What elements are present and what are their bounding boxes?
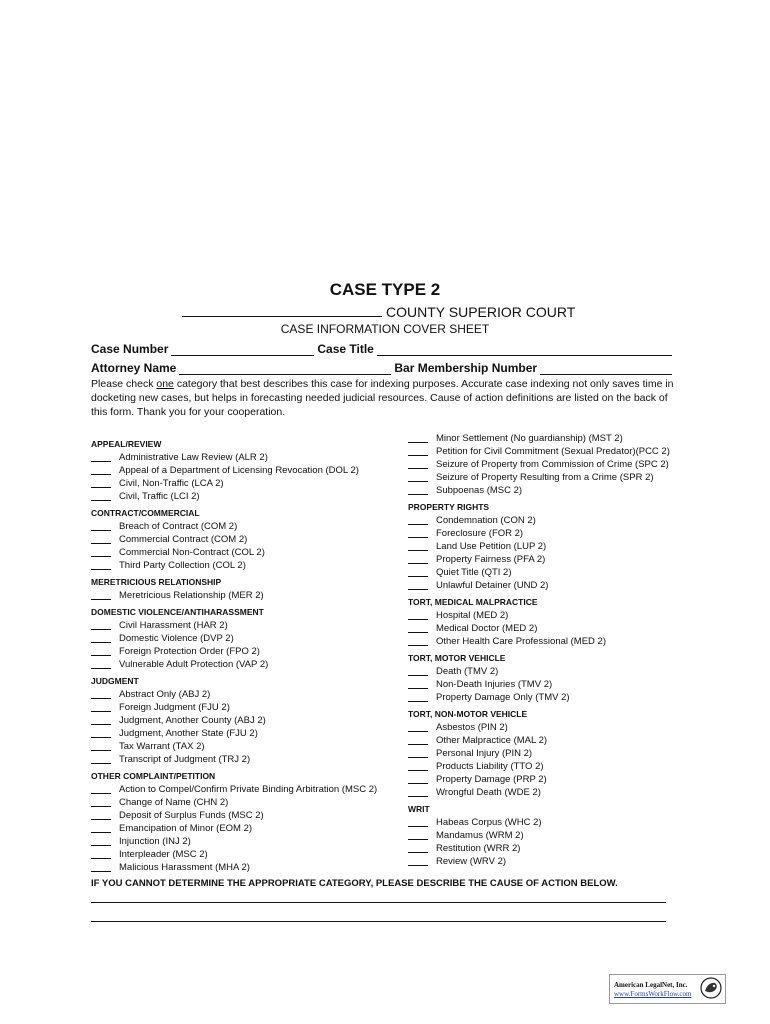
category-item[interactable]: Third Party Collection (COL 2) [91,559,411,572]
checkbox-line[interactable] [408,527,428,538]
checkbox-line[interactable] [408,635,428,646]
category-item[interactable]: Property Damage (PRP 2) [408,773,698,786]
checkbox-line[interactable] [91,464,111,475]
category-item[interactable]: Foreign Protection Order (FPO 2) [91,645,411,658]
category-item[interactable]: Administrative Law Review (ALR 2) [91,451,411,464]
attorney-name-label: Attorney Name [91,361,177,375]
category-item[interactable]: Injunction (INJ 2) [91,835,411,848]
case-number-label: Case Number [91,342,169,356]
checkbox-line[interactable] [91,688,111,699]
category-item[interactable]: Wrongful Death (WDE 2) [408,786,698,799]
checkbox-line[interactable] [91,861,111,872]
checkbox-line[interactable] [91,546,111,557]
category-item[interactable]: Breach of Contract (COM 2) [91,520,411,533]
case-number-row [91,342,675,356]
category-item[interactable]: Minor Settlement (No guardianship) (MST 2) [408,432,698,445]
category-item[interactable]: Commercial Non-Contract (COL 2) [91,546,411,559]
category-item[interactable]: Products Liability (TTO 2) [408,760,698,773]
bar-membership-label: Bar Membership Number [394,361,538,375]
county-label: COUNTY SUPERIOR COURT [386,304,576,320]
checkbox-line[interactable] [408,471,428,482]
category-item[interactable]: Action to Compel/Confirm Private Binding Arbitration (MSC 2) [91,783,411,796]
category-item[interactable]: Quiet Title (QTI 2) [408,566,698,579]
section-heading-property: PROPERTY RIGHTS [408,502,490,512]
checkbox-line[interactable] [91,740,111,751]
checkbox-line[interactable] [408,678,428,689]
category-item[interactable]: Property Damage Only (TMV 2) [408,691,698,704]
category-item[interactable]: Review (WRV 2) [408,855,698,868]
checkbox-line[interactable] [91,490,111,501]
category-item[interactable]: Abstract Only (ABJ 2) [91,688,411,701]
left-category-column [91,434,411,874]
category-item[interactable]: Deposit of Surplus Funds (MSC 2) [91,809,411,822]
section-heading-other: OTHER COMPLAINT/PETITION [91,771,216,781]
checkbox-line[interactable] [408,445,428,456]
section-heading-meretricious: MERETRICIOUS RELATIONSHIP [91,577,222,587]
category-item[interactable]: Unlawful Detainer (UND 2) [408,579,698,592]
checkbox-line[interactable] [91,835,111,846]
instructions-text-start: Please check [91,378,157,390]
category-item[interactable]: Petition for Civil Commitment (Sexual Predator)(PCC 2) [408,445,698,458]
footer-branding [609,974,726,1004]
checkbox-line[interactable] [91,632,111,643]
checkbox-line[interactable] [91,451,111,462]
category-item[interactable]: Interpleader (MSC 2) [91,848,411,861]
checkbox-line[interactable] [408,855,428,866]
checkbox-line[interactable] [91,796,111,807]
category-item[interactable]: Personal Injury (PIN 2) [408,747,698,760]
checkbox-line[interactable] [408,579,428,590]
section-heading-judgment: JUDGMENT [91,676,139,686]
checkbox-line[interactable] [408,773,428,784]
checkbox-line[interactable] [91,809,111,820]
category-item[interactable]: Civil, Non-Traffic (LCA 2) [91,477,411,490]
checkbox-line[interactable] [408,540,428,551]
category-item[interactable]: Appeal of a Department of Licensing Revocation (DOL 2) [91,464,411,477]
category-item[interactable]: Vulnerable Adult Protection (VAP 2) [91,658,411,671]
category-item[interactable]: Change of Name (CHN 2) [91,796,411,809]
checkbox-line[interactable] [91,822,111,833]
checkbox-line[interactable] [91,727,111,738]
company-logo-icon [700,977,722,999]
footer-company: American LegalNet, Inc. [614,981,688,989]
section-heading-nonmotor: TORT, NON-MOTOR VEHICLE [408,709,528,719]
section-heading-medical: TORT, MEDICAL MALPRACTICE [408,597,538,607]
checkbox-line[interactable] [408,432,428,443]
category-item[interactable]: Malicious Harassment (MHA 2) [91,861,411,874]
checkbox-line[interactable] [91,753,111,764]
checkbox-line[interactable] [408,842,428,853]
category-item[interactable]: Foreign Judgment (FJU 2) [91,701,411,714]
checkbox-line[interactable] [408,829,428,840]
checkbox-line[interactable] [91,714,111,725]
attorney-row [91,361,675,375]
section-heading-writ: WRIT [408,804,430,814]
right-category-column [408,432,698,868]
checkbox-line[interactable] [408,566,428,577]
county-name-field[interactable] [182,304,382,317]
footer-url-link[interactable]: www.FormsWorkFlow.com [614,990,692,998]
category-item[interactable]: Domestic Violence (DVP 2) [91,632,411,645]
checkbox-line[interactable] [91,783,111,794]
category-item[interactable]: Subpoenas (MSC 2) [408,484,698,497]
category-item[interactable]: Civil Harassment (HAR 2) [91,619,411,632]
category-item[interactable]: Emancipation of Minor (EOM 2) [91,822,411,835]
checkbox-line[interactable] [408,734,428,745]
instructions-text-end: category that best describes this case for indexing purposes. Accurate case indexing not only saves time in docketing new cases, but helps in forecasting needed judicial resources. Cause of action definitions are listed on the back of this form. Thank you for your cooperation. [91,378,674,418]
cause-of-action-note: IF YOU CANNOT DETERMINE THE APPROPRIATE CATEGORY, PLEASE DESCRIBE THE CAUSE OF ACTION BELOW. [91,878,618,889]
category-item[interactable]: Judgment, Another County (ABJ 2) [91,714,411,727]
checkbox-line[interactable] [408,553,428,564]
category-item[interactable]: Commercial Contract (COM 2) [91,533,411,546]
checkbox-line[interactable] [408,816,428,827]
checkbox-line[interactable] [408,484,428,495]
section-heading-contract: CONTRACT/COMMERCIAL [91,508,200,518]
checkbox-line[interactable] [91,701,111,712]
category-item[interactable]: Restitution (WRR 2) [408,842,698,855]
checkbox-line[interactable] [408,665,428,676]
category-item[interactable]: Hospital (MED 2) [408,609,698,622]
category-item[interactable]: Asbestos (PIN 2) [408,721,698,734]
category-item[interactable]: Meretricious Relationship (MER 2) [91,589,411,602]
category-item[interactable]: Other Health Care Professional (MED 2) [408,635,698,648]
category-item[interactable]: Judgment, Another State (FJU 2) [91,727,411,740]
category-item[interactable]: Non-Death Injuries (TMV 2) [408,678,698,691]
attorney-name-field[interactable] [179,362,391,375]
page-title: CASE TYPE 2 [329,280,441,299]
category-item[interactable]: Medical Doctor (MED 2) [408,622,698,635]
checkbox-line[interactable] [91,589,111,600]
checkbox-line[interactable] [91,619,111,630]
case-number-field[interactable] [171,343,314,356]
section-heading-domestic: DOMESTIC VIOLENCE/ANTIHARASSMENT [91,607,264,617]
county-line [182,304,575,320]
checkbox-line[interactable] [91,848,111,859]
checkbox-line[interactable] [408,691,428,702]
case-title-label: Case Title [317,342,374,356]
cause-description-line-1[interactable] [91,901,666,903]
checkbox-line[interactable] [91,533,111,544]
instructions-paragraph [91,377,681,419]
checkbox-line[interactable] [408,786,428,797]
bar-membership-field[interactable] [540,362,672,375]
case-title-field[interactable] [377,343,672,356]
checkbox-line[interactable] [408,514,428,525]
cause-description-line-2[interactable] [91,920,666,922]
section-heading-motor: TORT, MOTOR VEHICLE [408,653,506,663]
checkbox-line[interactable] [408,622,428,633]
category-item[interactable]: Foreclosure (FOR 2) [408,527,698,540]
category-item[interactable]: Seizure of Property Resulting from a Crime (SPR 2) [408,471,698,484]
category-item[interactable]: Property Fairness (PFA 2) [408,553,698,566]
category-item[interactable]: Civil, Traffic (LCI 2) [91,490,411,503]
checkbox-line[interactable] [91,658,111,669]
form-subtitle: CASE INFORMATION COVER SHEET [280,322,490,336]
checkbox-line[interactable] [408,760,428,771]
category-item[interactable]: Tax Warrant (TAX 2) [91,740,411,753]
instructions-emphasis: one [156,378,174,390]
section-heading-appeal: APPEAL/REVIEW [91,439,162,449]
checkbox-line[interactable] [91,477,111,488]
category-item[interactable]: Condemnation (CON 2) [408,514,698,527]
category-item[interactable]: Land Use Petition (LUP 2) [408,540,698,553]
category-item[interactable]: Death (TMV 2) [408,665,698,678]
category-item[interactable]: Mandamus (WRM 2) [408,829,698,842]
category-item[interactable]: Transcript of Judgment (TRJ 2) [91,753,411,766]
category-item[interactable]: Habeas Corpus (WHC 2) [408,816,698,829]
category-item[interactable]: Other Malpractice (MAL 2) [408,734,698,747]
checkbox-line[interactable] [408,747,428,758]
checkbox-line[interactable] [91,559,111,570]
checkbox-line[interactable] [91,520,111,531]
checkbox-line[interactable] [408,609,428,620]
checkbox-line[interactable] [91,645,111,656]
category-item[interactable]: Seizure of Property from Commission of Crime (SPC 2) [408,458,698,471]
checkbox-line[interactable] [408,458,428,469]
checkbox-line[interactable] [408,721,428,732]
